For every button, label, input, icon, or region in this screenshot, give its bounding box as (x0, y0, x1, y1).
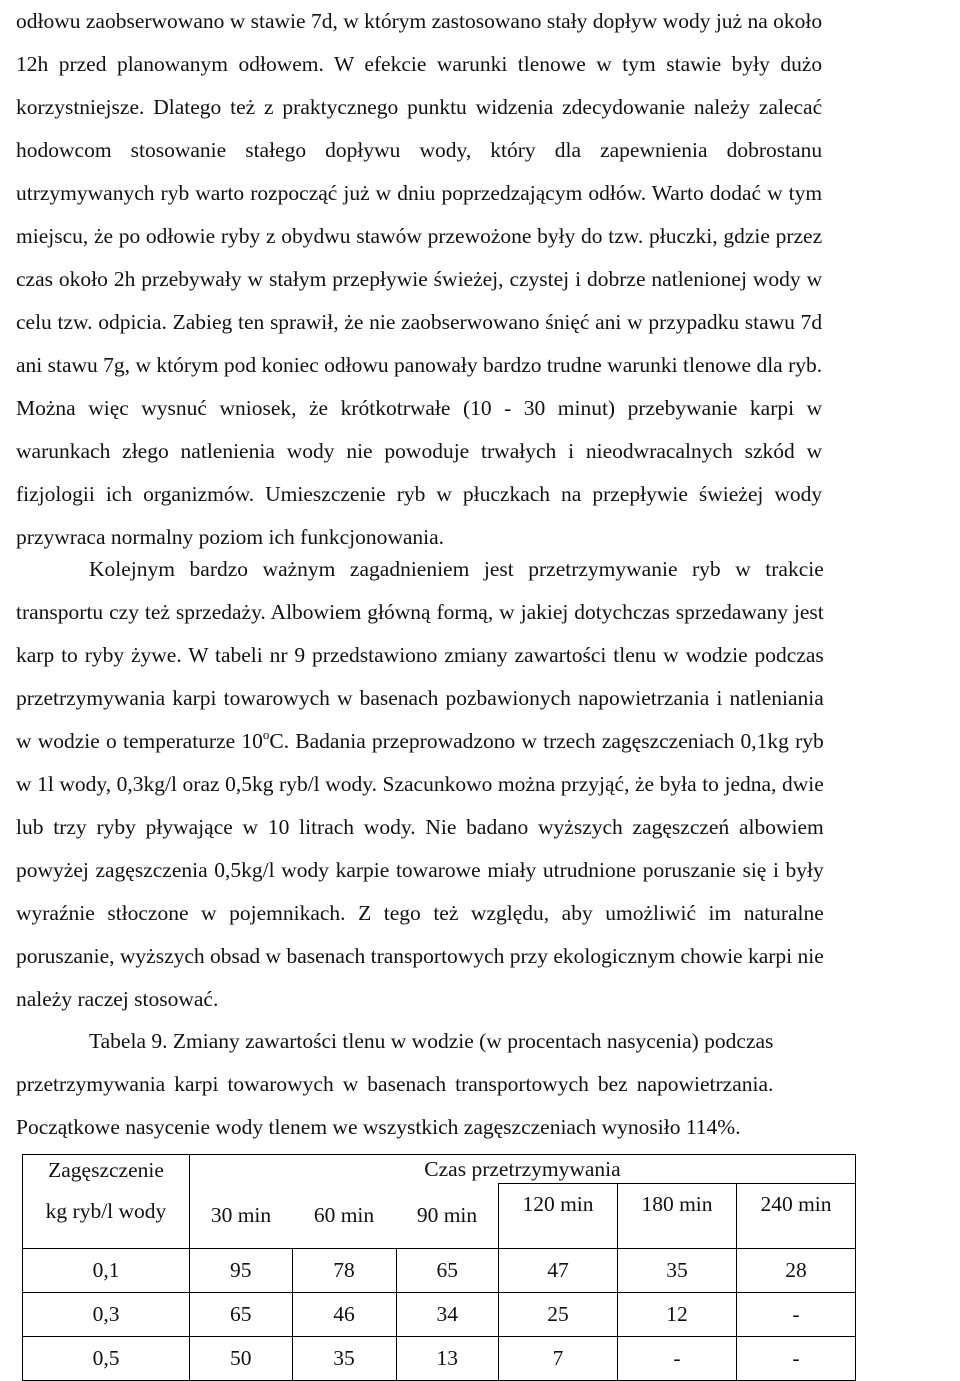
text-line: fizjologii ich organizmów. Umieszczenie ryb w płuczkach na przepływie świeżej wody (16, 482, 823, 506)
table-cell: 34 (396, 1293, 499, 1337)
table-row (23, 1249, 856, 1293)
text-line: utrzymywanych ryb warto rozpocząć już w dniu poprzedzającym odłów. Warto dodać w tym (16, 181, 823, 205)
table-cell: 35 (618, 1249, 737, 1293)
text-line: warunkach złego natlenienia wody nie powoduje trwałych i nieodwracalnych szkód w (16, 439, 823, 463)
paragraph-transport-holding (16, 548, 824, 1021)
table-cell: 65 (190, 1293, 293, 1337)
caption-line: przetrzymywania karpi towarowych w basenach transportowych bez napowietrzania. (16, 1072, 774, 1096)
text-segment: w wodzie o temperaturze 10 (16, 729, 263, 753)
table-cell: 0,1 (23, 1249, 190, 1293)
text-line: miejscu, że po odłowie ryby z obydwu stawów przewożone były do tzw. płuczki, gdzie przez (16, 224, 823, 248)
table-cell: - (737, 1293, 856, 1337)
table-header-row (23, 1155, 856, 1184)
table-cell: 13 (396, 1337, 499, 1381)
text-line: wyraźnie stłoczone w pojemnikach. Z tego też względu, aby umożliwić im naturalne (16, 901, 824, 925)
text-line: przetrzymywania karpi towarowych w basenach pozbawionych napowietrzania i natleniania (16, 686, 824, 710)
text-line: ani stawu 7g, w którym pod koniec odłowu panowały bardzo trudne warunki tlenowe dla ryb. (16, 353, 823, 377)
table-cell: - (737, 1337, 856, 1381)
table-cell: 65 (396, 1249, 499, 1293)
text-line: czas około 2h przebywały w stałym przepływie świeżej, czystej i dobrze natlenionej wody w (16, 267, 823, 291)
table-cell: 35 (292, 1337, 396, 1381)
time-header: 120 min (499, 1184, 618, 1249)
table-cell: 0,3 (23, 1293, 190, 1337)
text-line: lub trzy ryby pływające w 10 litrach wody. Nie badano wyższych zagęszczeń albowiem (16, 815, 824, 839)
degree-superscript: o (262, 727, 270, 742)
text-line: Kolejnym bardzo ważnym zagadnieniem jest przetrzymywanie ryb w trakcie (89, 557, 824, 581)
text-line: celu tzw. odpicia. Zabieg ten sprawił, że nie zaobserwowano śnięć ani w przypadku stawu 7d (16, 310, 823, 334)
table-row (23, 1293, 856, 1337)
text-line: Można więc wysnuć wniosek, że krótkotrwałe (10 - 30 minut) przebywanie karpi w (16, 396, 823, 420)
text-line: przywraca normalny poziom ich funkcjonowania. (16, 525, 445, 549)
table-caption (16, 1020, 773, 1149)
table-cell: 12 (618, 1293, 737, 1337)
text-line: odłowu zaobserwowano w stawie 7d, w którym zastosowano stały dopływ wody już na około (16, 9, 823, 33)
time-header: 180 min (618, 1184, 737, 1249)
table-cell: 46 (292, 1293, 396, 1337)
paragraph-oxygen-conditions (16, 0, 822, 559)
text-line: 12h przed planowanym odłowem. W efekcie warunki tlenowe w tym stawie były dużo (16, 52, 823, 76)
text-line: karp to ryby żywe. W tabeli nr 9 przedstawiono zmiany zawartości tlenu w wodzie podczas (16, 643, 824, 667)
time-header: 240 min (737, 1184, 856, 1249)
table-cell: 47 (499, 1249, 618, 1293)
table-cell: 7 (499, 1337, 618, 1381)
text-line: poruszanie, wyższych obsad w basenach transportowych przy ekologicznym chowie karpi nie (16, 944, 824, 968)
table-cell: 28 (737, 1249, 856, 1293)
text-segment: C. Badania przeprowadzono w trzech zagęszczeniach 0,1kg ryb (269, 729, 824, 753)
density-header-cell (23, 1155, 190, 1249)
caption-line: Tabela 9. Zmiany zawartości tlenu w wodzie (w procentach nasycenia) podczas (89, 1029, 774, 1053)
text-line: należy raczej stosować. (16, 987, 219, 1011)
table-cell: 78 (292, 1249, 396, 1293)
table-cell: 95 (190, 1249, 293, 1293)
table-cell: 50 (190, 1337, 293, 1381)
table-cell: 25 (499, 1293, 618, 1337)
density-header-top: Zagęszczenie (48, 1158, 164, 1182)
text-line: powyżej zagęszczenia 0,5kg/l wody karpie towarowe miały utrudnione poruszanie się i były (16, 858, 824, 882)
oxygen-table (22, 1154, 856, 1381)
table-cell: 0,5 (23, 1337, 190, 1381)
time-group-header: Czas przetrzymywania (190, 1155, 856, 1184)
table-cell: - (618, 1337, 737, 1381)
time-header: 90 min (396, 1184, 499, 1249)
caption-line: Początkowe nasycenie wody tlenem we wszystkich zagęszczeniach wynosiło 114%. (16, 1115, 741, 1139)
text-line: korzystniejsze. Dlatego też z praktycznego punktu widzenia zdecydowanie należy zalecać (16, 95, 823, 119)
time-header: 30 min (190, 1184, 293, 1249)
text-line-temperature (16, 720, 824, 763)
text-line: transportu czy też sprzedaży. Albowiem główną formą, w jakiej dotychczas sprzedawany jest (16, 600, 824, 624)
text-line: w 1l wody, 0,3kg/l oraz 0,5kg ryb/l wody. Szacunkowo można przyjąć, że była to jedna, dwie (16, 772, 824, 796)
text-line: hodowcom stosowanie stałego dopływu wody, który dla zapewnienia dobrostanu (16, 138, 823, 162)
time-header: 60 min (292, 1184, 396, 1249)
table-row (23, 1337, 856, 1381)
density-header-bottom: kg ryb/l wody (45, 1199, 167, 1223)
